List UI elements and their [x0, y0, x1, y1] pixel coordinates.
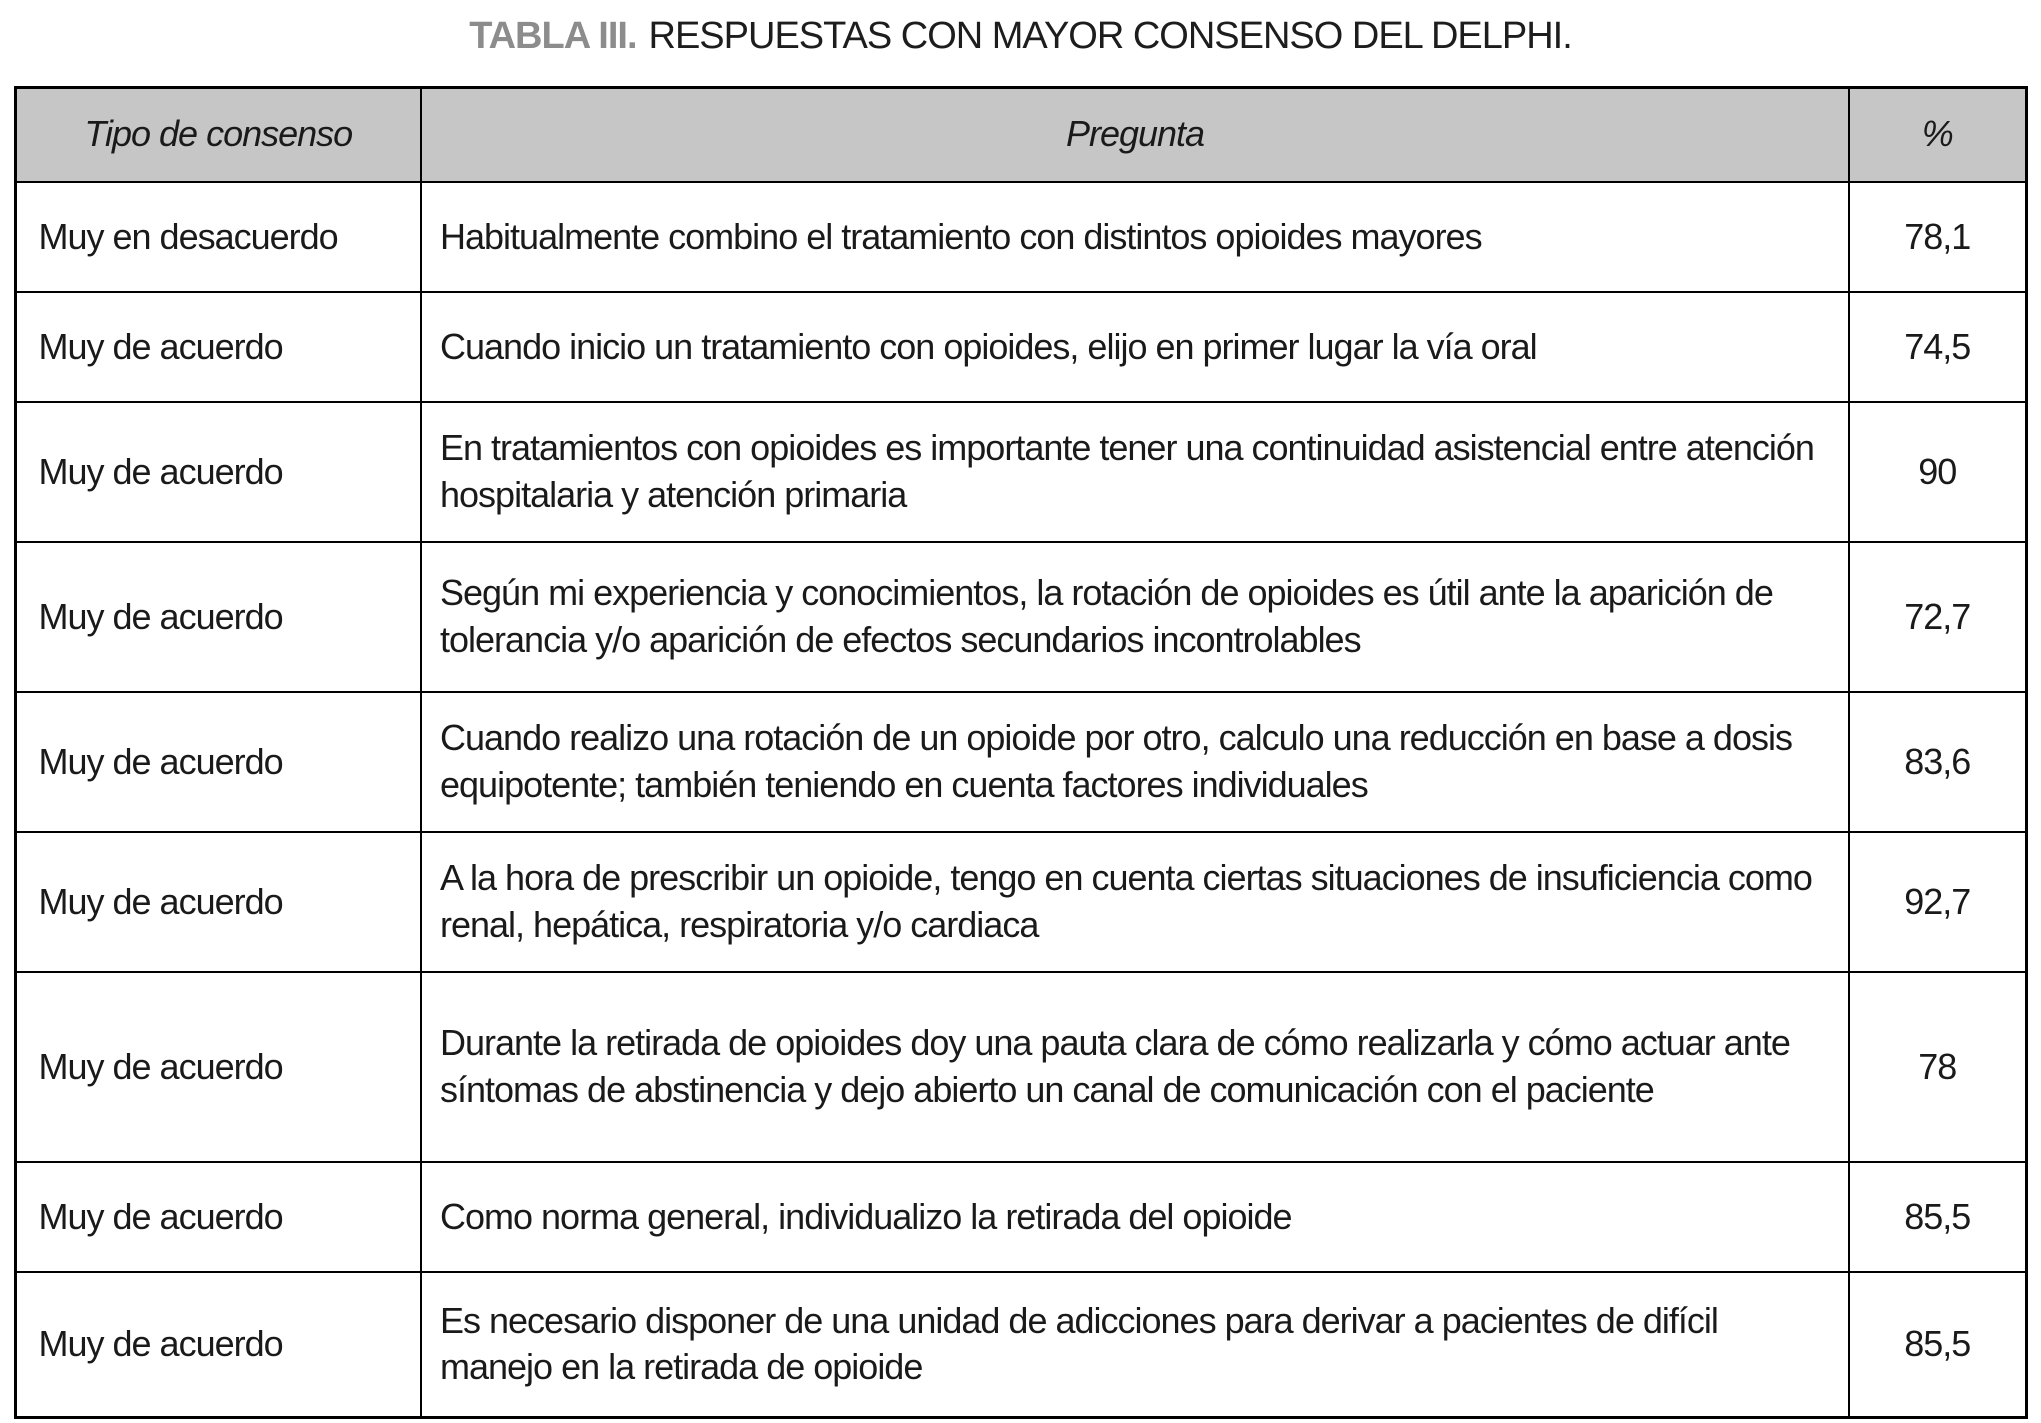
cell-pregunta: Durante la retirada de opioides doy una pauta clara de cómo realizarla y cómo actuar ante síntomas de abstinencia y dejo abierto un canal de comunicación con el paciente [421, 972, 1849, 1162]
header-row [15, 87, 2026, 182]
cell-tipo: Muy de acuerdo [15, 692, 421, 832]
table-row [15, 292, 2026, 402]
cell-pct: 90 [1849, 402, 2026, 542]
cell-pregunta: Es necesario disponer de una unidad de adicciones para derivar a pacientes de difícil manejo en la retirada de opioide [421, 1272, 1849, 1417]
table-row [15, 182, 2026, 292]
cell-pct: 72,7 [1849, 542, 2026, 692]
table-row [15, 402, 2026, 542]
cell-tipo: Muy de acuerdo [15, 542, 421, 692]
table-body [15, 182, 2026, 1417]
cell-pregunta: Según mi experiencia y conocimientos, la rotación de opioides es útil ante la aparición de tolerancia y/o aparición de efectos secundarios incontrolables [421, 542, 1849, 692]
cell-tipo: Muy de acuerdo [15, 1272, 421, 1417]
column-header-pregunta: Pregunta [421, 87, 1849, 182]
cell-pct: 85,5 [1849, 1272, 2026, 1417]
cell-pregunta: Cuando inicio un tratamiento con opioides, elijo en primer lugar la vía oral [421, 292, 1849, 402]
cell-tipo: Muy de acuerdo [15, 972, 421, 1162]
table-caption-text: RESPUESTAS CON MAYOR CONSENSO DEL DELPHI. [648, 15, 1572, 57]
column-header-pct: % [1849, 87, 2026, 182]
cell-pregunta: En tratamientos con opioides es importante tener una continuidad asistencial entre atención hospitalaria y atención primaria [421, 402, 1849, 542]
cell-pregunta: A la hora de prescribir un opioide, tengo en cuenta ciertas situaciones de insuficiencia como renal, hepática, respiratoria y/o cardiaca [421, 832, 1849, 972]
table-row [15, 832, 2026, 972]
cell-pregunta: Como norma general, individualizo la retirada del opioide [421, 1162, 1849, 1272]
cell-tipo: Muy de acuerdo [15, 292, 421, 402]
cell-tipo: Muy en desacuerdo [15, 182, 421, 292]
table-caption [0, 0, 2041, 60]
cell-tipo: Muy de acuerdo [15, 1162, 421, 1272]
column-header-tipo-de-consenso: Tipo de consenso [15, 87, 421, 182]
cell-tipo: Muy de acuerdo [15, 402, 421, 542]
table-row [15, 1162, 2026, 1272]
cell-pct: 78,1 [1849, 182, 2026, 292]
table-row [15, 1272, 2026, 1417]
cell-pregunta: Habitualmente combino el tratamiento con distintos opioides mayores [421, 182, 1849, 292]
cell-tipo: Muy de acuerdo [15, 832, 421, 972]
cell-pct: 74,5 [1849, 292, 2026, 402]
cell-pct: 78 [1849, 972, 2026, 1162]
cell-pct: 92,7 [1849, 832, 2026, 972]
table-row [15, 692, 2026, 832]
cell-pregunta: Cuando realizo una rotación de un opioide por otro, calculo una reducción en base a dosis equipotente; también teniendo en cuenta factores individuales [421, 692, 1849, 832]
consensus-table [14, 86, 2028, 1419]
cell-pct: 83,6 [1849, 692, 2026, 832]
cell-pct: 85,5 [1849, 1162, 2026, 1272]
table-row [15, 972, 2026, 1162]
table-row [15, 542, 2026, 692]
table-caption-label: TABLA III. [469, 15, 637, 57]
table-header [15, 87, 2026, 182]
